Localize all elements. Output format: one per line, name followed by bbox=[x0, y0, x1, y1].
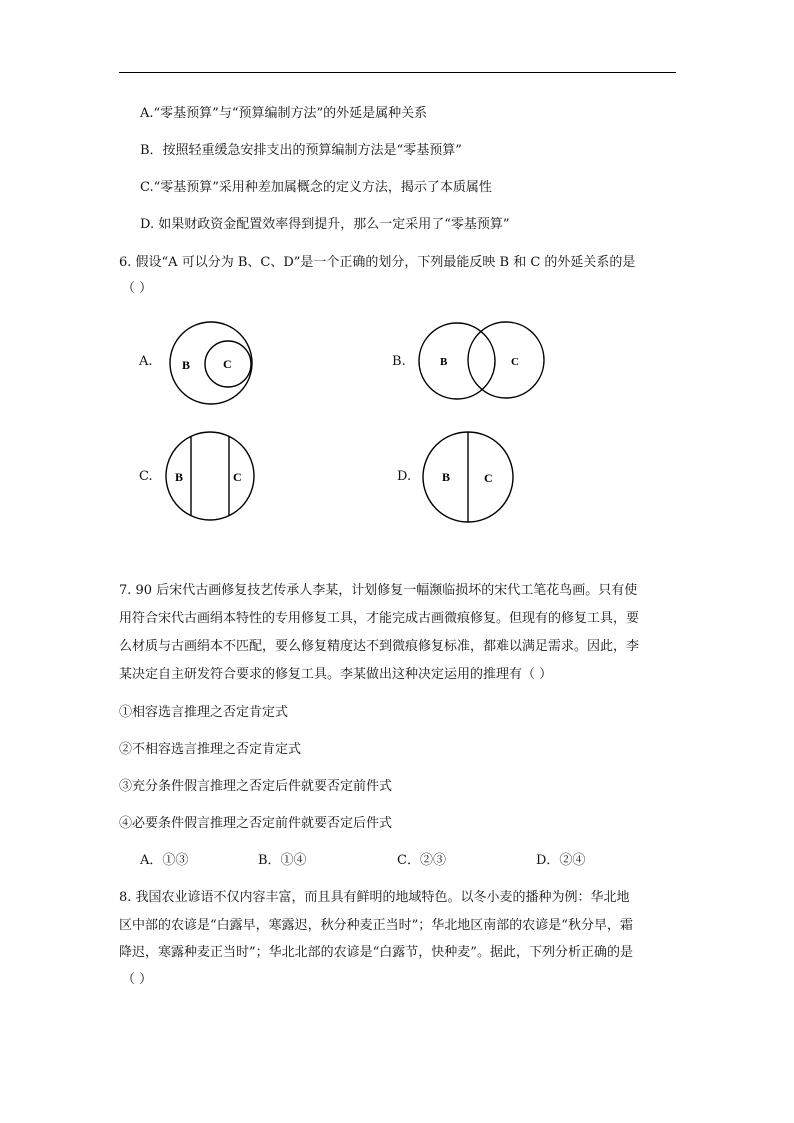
diagram-c-c-label: C bbox=[233, 470, 242, 484]
diagram-a-c-label: C bbox=[223, 357, 232, 371]
q5-option-b: B．按照轻重缓急安排支出的预算编制方法是“零基预算” bbox=[140, 143, 462, 158]
diagram-d-b-label: B bbox=[442, 470, 451, 484]
q8-stem-line3: 降迟，寒露种麦正当时”；华北北部的农谚是“白露节，快种麦”。据此，下列分析正确的是 bbox=[119, 945, 633, 960]
diagram-b-left-circle bbox=[419, 323, 495, 399]
q5-option-c: C.“零基预算”采用种差加属概念的定义方法，揭示了本质属性 bbox=[140, 180, 492, 195]
q7-statement-1: ①相容选言推理之否定肯定式 bbox=[119, 705, 289, 720]
q7-statement-2: ②不相容选言推理之否定肯定式 bbox=[119, 742, 302, 757]
q6-diagram-b bbox=[415, 320, 550, 405]
q6-stem-line1: 6. 假设“A 可以分为 B、C、D”是一个正确的划分，下列最能反映 B 和 C 的外延关系的是 bbox=[119, 255, 636, 270]
diagram-b-right-circle bbox=[468, 322, 544, 398]
q6-diagram-c bbox=[165, 430, 260, 525]
q6-diagram-b-label: B. bbox=[392, 354, 406, 369]
q7-choice-a: A．①③ bbox=[140, 853, 189, 868]
q6-diagram-a bbox=[160, 320, 270, 410]
q7-statement-4: ④必要条件假言推理之否定前件就要否定后件式 bbox=[119, 816, 393, 831]
q8-stem-line1: 8. 我国农业谚语不仅内容丰富，而且具有鲜明的地域特色。以冬小麦的播种为例：华北地 bbox=[119, 890, 630, 905]
q8-stem-line4: （ ） bbox=[122, 972, 153, 987]
q6-diagram-d-label: D. bbox=[397, 469, 412, 484]
header-rule bbox=[119, 72, 676, 73]
q5-option-a: A.“零基预算”与“预算编制方法”的外延是属种关系 bbox=[140, 106, 428, 121]
q6-diagram-d bbox=[422, 430, 517, 525]
q7-choice-c: C．②③ bbox=[397, 853, 446, 868]
diagram-b-b-label: B bbox=[440, 356, 448, 368]
diagram-b-c-label: C bbox=[511, 356, 519, 368]
q7-stem-line4: 某决定自主研发符合要求的修复工具。李某做出这种决定运用的推理有（ ） bbox=[119, 667, 553, 682]
q6-stem-line2: （ ） bbox=[122, 281, 153, 296]
diagram-d-c-label: C bbox=[484, 471, 493, 485]
q6-diagram-a-label: A. bbox=[139, 354, 153, 369]
q5-option-d: D. 如果财政资金配置效率得到提升，那么一定采用了“零基预算” bbox=[140, 217, 510, 232]
q7-stem-line2: 用符合宋代古画绢本特性的专用修复工具，才能完成古画微痕修复。但现有的修复工具，要 bbox=[119, 611, 640, 626]
q7-statement-3: ③充分条件假言推理之否定后件就要否定前件式 bbox=[119, 779, 393, 794]
q7-stem-line3: 么材质与古画绢本不匹配，要么修复精度达不到微痕修复标准，都难以满足需求。因此，李 bbox=[119, 639, 640, 654]
diagram-c-b-label: B bbox=[175, 470, 184, 484]
q6-diagram-c-label: C. bbox=[139, 469, 153, 484]
q8-stem-line2: 区中部的农谚是“白露早，寒露迟，秋分种麦正当时”；华北地区南部的农谚是“秋分早，霜 bbox=[119, 918, 633, 933]
q7-stem-line1: 7. 90 后宋代古画修复技艺传承人李某，计划修复一幅濒临损坏的宋代工笔花鸟画。只有使 bbox=[119, 583, 638, 598]
diagram-a-b-label: B bbox=[182, 358, 191, 372]
q7-choice-d: D．②④ bbox=[536, 853, 586, 868]
q7-choice-b: B．①④ bbox=[258, 853, 307, 868]
